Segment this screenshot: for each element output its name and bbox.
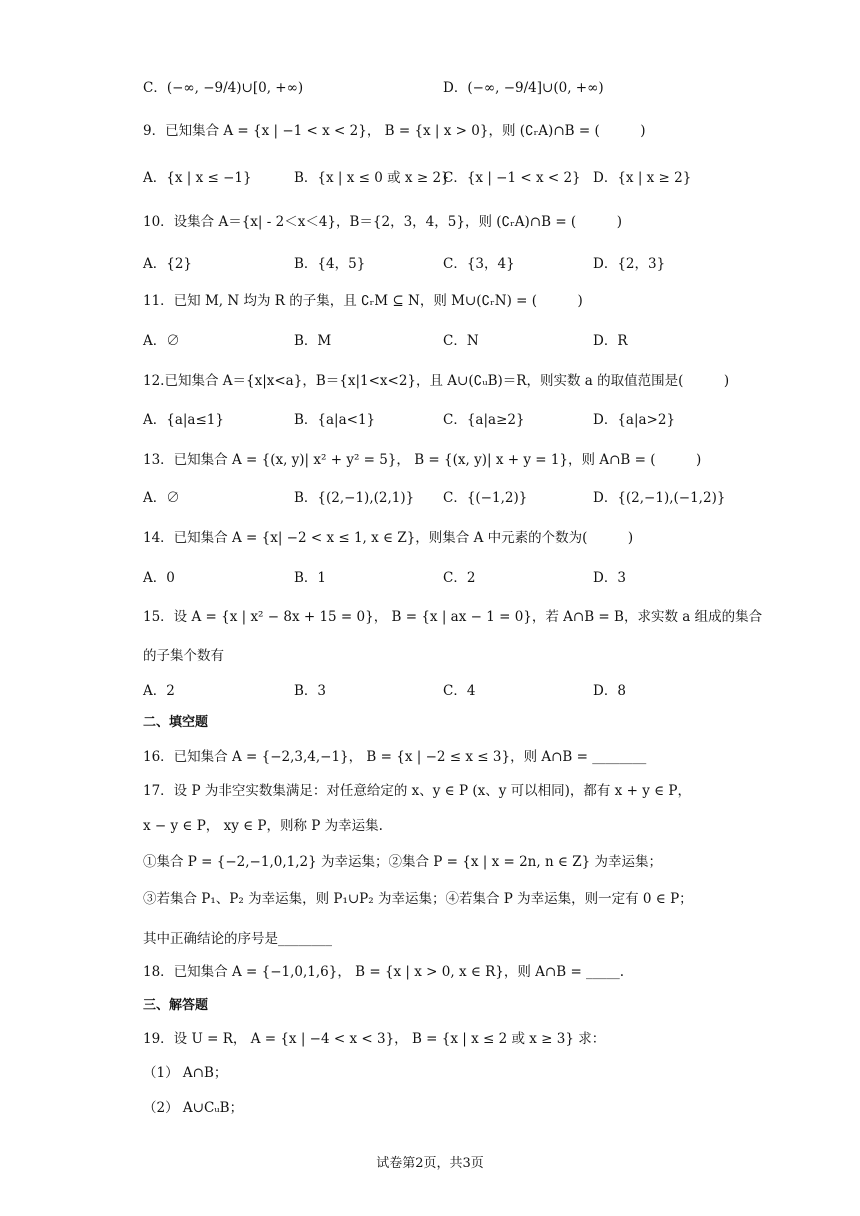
q12-stem: 12.已知集合 A＝{x|x<a}，B＝{x|1<x<2}，且 A∪(∁ᵤB)＝R，则实数 a 的取值范围是( ) xyxy=(143,373,730,389)
q8-option-d: D．(−∞, −9/4]∪(0, +∞) xyxy=(443,80,604,96)
q15-option-a: A．2 xyxy=(143,683,175,699)
q9-stem: 9．已知集合 A = {x | −1 < x < 2}， B = {x | x > 0}，则 (∁ᵣA)∩B = ( ) xyxy=(143,123,646,139)
q10-stem: 10．设集合 A＝{x| - 2＜x＜4}，B＝{2，3，4，5}，则 (∁ᵣA)∩B = ( ) xyxy=(143,214,622,230)
q15-option-c: C．4 xyxy=(443,683,476,699)
q14-stem: 14．已知集合 A = {x| −2 < x ≤ 1, x ∈ Z}，则集合 A 中元素的个数为( ) xyxy=(143,530,634,546)
page-footer: 试卷第2页，共3页 xyxy=(376,1156,484,1171)
q13-option-a: A．∅ xyxy=(143,490,180,506)
q9-option-a: A．{x | x ≤ −1} xyxy=(143,170,252,186)
q9-options xyxy=(143,167,763,189)
q10-option-c: C．{3，4} xyxy=(443,256,515,272)
q15-stem-line1: 15．设 A = {x | x² − 8x + 15 = 0}， B = {x | ax − 1 = 0}，若 A∩B = B，求实数 a 组成的集合 xyxy=(143,609,763,625)
q14-options xyxy=(143,567,763,589)
q13-options xyxy=(143,487,763,509)
q12-option-c: C．{a|a≥2} xyxy=(443,412,525,428)
q19-part1: （1） A∩B； xyxy=(143,1065,228,1081)
section-answer-title: 三、解答题 xyxy=(143,998,209,1013)
q16-stem: 16．已知集合 A = {−2,3,4,−1}， B = {x | −2 ≤ x ≤ 3}，则 A∩B = ________ xyxy=(143,749,647,765)
q14-option-a: A．0 xyxy=(143,570,175,586)
q10-options xyxy=(143,253,763,275)
q10-option-b: B．{4，5} xyxy=(294,256,366,272)
q18-stem: 18．已知集合 A = {−1,0,1,6}， B = {x | x > 0, x ∈ R}，则 A∩B = _____. xyxy=(143,964,625,980)
q9-option-c: C．{x | −1 < x < 2} xyxy=(443,170,581,186)
q17-line1: 17．设 P 为非空实数集满足：对任意给定的 x、y ∈ P (x、y 可以相同)，都有 x + y ∈ P， xyxy=(143,783,691,799)
q14-option-d: D．3 xyxy=(593,570,626,586)
q13-option-d: D．{(2,−1),(−1,2)} xyxy=(593,490,726,506)
q11-option-c: C．N xyxy=(443,333,479,349)
q15-stem-line2: 的子集个数有 xyxy=(143,648,224,664)
q17-line2: x − y ∈ P， xy ∈ P，则称 P 为幸运集. xyxy=(143,818,383,834)
q17-line4: ③若集合 P₁、P₂ 为幸运集，则 P₁∪P₂ 为幸运集；④若集合 P 为幸运集，则一定有 0 ∈ P； xyxy=(143,891,693,907)
q19-stem: 19．设 U = R， A = {x | −4 < x < 3}， B = {x | x ≤ 2 或 x ≥ 3} 求： xyxy=(143,1031,606,1047)
q8-option-c: C．(−∞, −9/4)∪[0, +∞) xyxy=(143,80,304,96)
q10-option-d: D．{2，3} xyxy=(593,256,666,272)
q14-option-b: B．1 xyxy=(294,570,327,586)
q19-part2: （2） A∪CᵤB； xyxy=(143,1100,244,1116)
q11-stem: 11．已知 M, N 均为 R 的子集，且 ∁ᵣM ⊆ N，则 M∪(∁ᵣN) = ( ) xyxy=(143,293,583,309)
q13-stem: 13．已知集合 A = {(x, y)| x² + y² = 5}， B = {(x, y)| x + y = 1}，则 A∩B = ( ) xyxy=(143,452,702,468)
q12-option-d: D．{a|a>2} xyxy=(593,412,676,428)
q15-options xyxy=(143,680,763,702)
q17-line3: ①集合 P = {−2,−1,0,1,2} 为幸运集；②集合 P = {x | x = 2n, n ∈ Z} 为幸运集； xyxy=(143,854,662,870)
q12-option-a: A．{a|a≤1} xyxy=(143,412,224,428)
q9-option-d: D．{x | x ≥ 2} xyxy=(593,170,692,186)
q11-options xyxy=(143,330,763,352)
q10-option-a: A．{2} xyxy=(143,256,193,272)
q17-line5: 其中正确结论的序号是________ xyxy=(143,931,332,947)
q13-option-b: B．{(2,−1),(2,1)} xyxy=(294,490,415,506)
q11-option-a: A．∅ xyxy=(143,333,180,349)
section-fill-in-title: 二、填空题 xyxy=(143,715,209,730)
q8-options xyxy=(143,77,763,99)
q9-option-b: B．{x | x ≤ 0 或 x ≥ 2} xyxy=(294,170,450,186)
q15-option-b: B．3 xyxy=(294,683,327,699)
q15-option-d: D．8 xyxy=(593,683,626,699)
q12-options xyxy=(143,409,763,431)
q11-option-b: B．M xyxy=(294,333,332,349)
q12-option-b: B．{a|a<1} xyxy=(294,412,376,428)
q11-option-d: D．R xyxy=(593,333,628,349)
q14-option-c: C．2 xyxy=(443,570,476,586)
q13-option-c: C．{(−1,2)} xyxy=(443,490,528,506)
